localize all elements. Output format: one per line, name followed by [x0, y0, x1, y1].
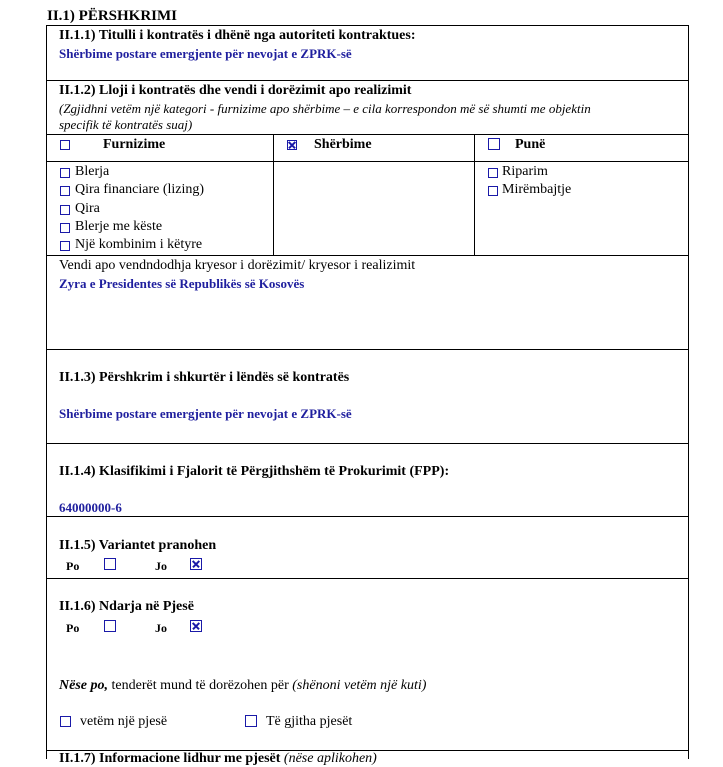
- lots-no-label: Jo: [155, 621, 167, 635]
- supply-option-checkbox[interactable]: [60, 223, 70, 233]
- contract-type-label: II.1.2) Lloji i kontratës dhe vendi i dorëzimit apo realizimit: [59, 83, 412, 98]
- lots-info-label: II.1.7) Informacione lidhur me pjesët: [59, 751, 281, 766]
- lots-instruction-bold: Nëse po,: [59, 678, 108, 693]
- supply-option-label: Blerja: [75, 164, 110, 179]
- lots-all-label: Të gjitha pjesët: [266, 714, 353, 729]
- lots-yes-checkbox[interactable]: [104, 620, 116, 632]
- short-description-value: Shërbime postare emergjente për nevojat e ZPRK-së: [59, 406, 352, 421]
- lots-yes-label: Po: [66, 621, 80, 635]
- lots-no-checkbox[interactable]: [190, 620, 202, 632]
- variants-no-label: Jo: [155, 559, 167, 573]
- supply-option-label: Blerje me këste: [75, 219, 163, 234]
- supply-option-checkbox[interactable]: [60, 205, 70, 215]
- variants-yes-label: Po: [66, 559, 80, 573]
- location-value: Zyra e Presidentes së Republikës së Kosovës: [59, 276, 305, 291]
- category-furnizime-checkbox[interactable]: [60, 140, 70, 150]
- works-option-checkbox[interactable]: [488, 168, 498, 178]
- lots-instruction-note: (shënoni vetëm një kuti): [292, 678, 427, 693]
- category-sherbime-label: Shërbime: [314, 137, 372, 152]
- lots-instruction: [59, 678, 426, 694]
- category-furnizime-label: Furnizime: [103, 137, 166, 152]
- variants-label: II.1.5) Variantet pranohen: [59, 538, 217, 553]
- location-label: Vendi apo vendndodhja kryesor i dorëzimit/ kryesor i realizimit: [59, 258, 416, 273]
- lots-one-checkbox[interactable]: [60, 716, 71, 727]
- lots-info-note: (nëse aplikohen): [283, 751, 377, 766]
- category-sherbime-checkbox[interactable]: [287, 140, 297, 150]
- works-option-checkbox[interactable]: [488, 186, 498, 196]
- cpv-value: 64000000-6: [59, 500, 122, 515]
- supply-option-label: Qira financiare (lizing): [75, 182, 205, 197]
- lots-info-row: [59, 751, 377, 767]
- supply-option-label: Një kombinim i këtyre: [75, 237, 203, 252]
- supply-option-checkbox[interactable]: [60, 168, 70, 178]
- supply-option-checkbox[interactable]: [60, 241, 70, 251]
- cpv-label: II.1.4) Klasifikimi i Fjalorit të Përgjithshëm të Prokurimit (FPP):: [59, 464, 450, 479]
- lots-all-checkbox[interactable]: [245, 715, 257, 727]
- category-pune-label: Punë: [515, 137, 546, 152]
- supply-option-checkbox[interactable]: [60, 186, 70, 196]
- contract-title-value: Shërbime postare emergjente për nevojat e ZPRK-së: [59, 46, 352, 61]
- section-title: II.1) PËRSHKRIMI: [47, 8, 178, 24]
- works-option-label: Riparim: [502, 164, 548, 179]
- short-description-label: II.1.3) Përshkrim i shkurtër i lëndës së kontratës: [59, 370, 350, 385]
- contract-type-note: (Zgjidhni vetëm një kategori - furnizime apo shërbime – e cila korrespondon më së shumti me objektin: [59, 101, 591, 116]
- variants-no-checkbox[interactable]: [190, 558, 202, 570]
- supply-option-label: Qira: [75, 201, 100, 216]
- lots-label: II.1.6) Ndarja në Pjesë: [59, 599, 194, 614]
- category-pune-checkbox[interactable]: [488, 138, 500, 150]
- variants-yes-checkbox[interactable]: [104, 558, 116, 570]
- contract-title-label: II.1.1) Titulli i kontratës i dhënë nga autoriteti kontraktues:: [59, 28, 416, 43]
- lots-instruction-text: tenderët mund të dorëzohen për: [108, 678, 293, 693]
- works-option-label: Mirëmbajtje: [502, 182, 572, 197]
- lots-one-label: vetëm një pjesë: [80, 714, 168, 729]
- contract-type-note-2: specifik të kontratës suaj): [59, 117, 193, 132]
